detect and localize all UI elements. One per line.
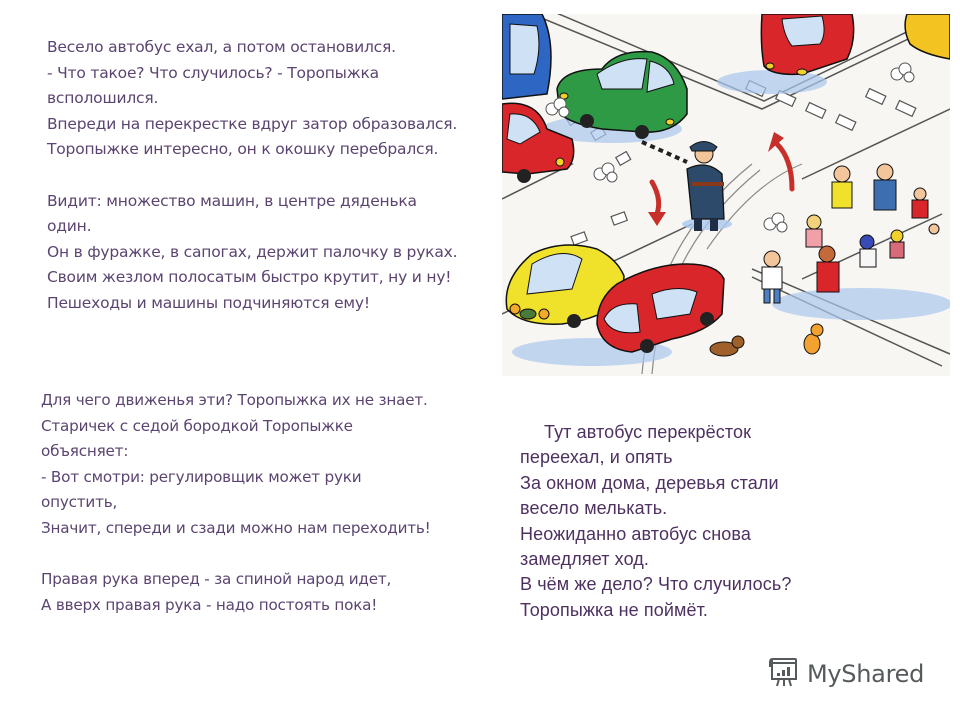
poem-line: Пешеходы и машины подчиняются ему! <box>47 293 370 312</box>
poem-line: весело мелькать. <box>520 498 668 519</box>
poem-line: один. <box>47 217 92 236</box>
poem-line: За окном дома, деревья стали <box>520 472 779 493</box>
poem-line: Неожиданно автобус снова <box>520 523 751 544</box>
poem-line: переехал, и опять <box>520 447 673 468</box>
poem-line: А вверх правая рука - надо постоять пока! <box>41 595 378 614</box>
poem-line: Тут автобус перекрёсток <box>544 422 752 442</box>
pedestrians-icon <box>762 164 939 303</box>
poem-line: Правая рука вперед - за спиной народ идет, <box>41 570 392 589</box>
poem-line: Весело автобус ехал, а потом остановился. <box>47 38 396 56</box>
traffic-intersection-illustration <box>502 14 950 376</box>
red-car-top-icon <box>761 14 853 75</box>
myshared-watermark[interactable] <box>767 657 924 691</box>
poem-line: Значит, спереди и сзади можно нам переходить! <box>41 518 431 537</box>
poem-line: опустить, <box>41 493 118 512</box>
poem-line: - Вот смотри: регулировщик может руки <box>41 467 362 486</box>
presentation-board-icon <box>767 655 801 693</box>
poem-line: Видит: множество машин, в центре дяденька <box>47 191 417 210</box>
dog-icon <box>710 336 744 356</box>
poem-block-3 <box>520 420 791 623</box>
stanza-gap <box>47 163 457 189</box>
poem-line: - Что такое? Что случилось? - Торопыжка <box>47 63 379 82</box>
poem-line: Своим жезлом полосатым быстро крутит, ну и ну! <box>47 268 452 287</box>
stanza-gap <box>41 542 431 568</box>
poem-block-1 <box>47 35 457 317</box>
cat-icon <box>804 324 823 354</box>
yellow-car-corner-icon <box>905 14 950 59</box>
poem-line: Торопыжке интересно, он к окошку перебрался. <box>47 140 439 159</box>
poem-line: Он в фуражке, в сапогах, держит палочку в руках. <box>47 242 458 261</box>
poem-line: замедляет ход. <box>520 548 649 569</box>
poem-line: Для чего движенья эти? Торопыжка их не знает. <box>41 391 428 409</box>
poem-block-2 <box>41 388 431 618</box>
poem-line: объясняет: <box>41 442 129 461</box>
poem-line: Старичек с седой бородкой Торопыжке <box>41 416 353 435</box>
watermark-text: MyShared <box>807 660 925 688</box>
blue-car-icon <box>502 14 551 99</box>
poem-line: Торопыжка не поймёт. <box>520 599 709 620</box>
poem-line: Впереди на перекрестке вдруг затор образовался. <box>47 114 458 133</box>
poem-line: В чём же дело? Что случилось? <box>520 574 792 595</box>
poem-line: всполошился. <box>47 89 159 108</box>
